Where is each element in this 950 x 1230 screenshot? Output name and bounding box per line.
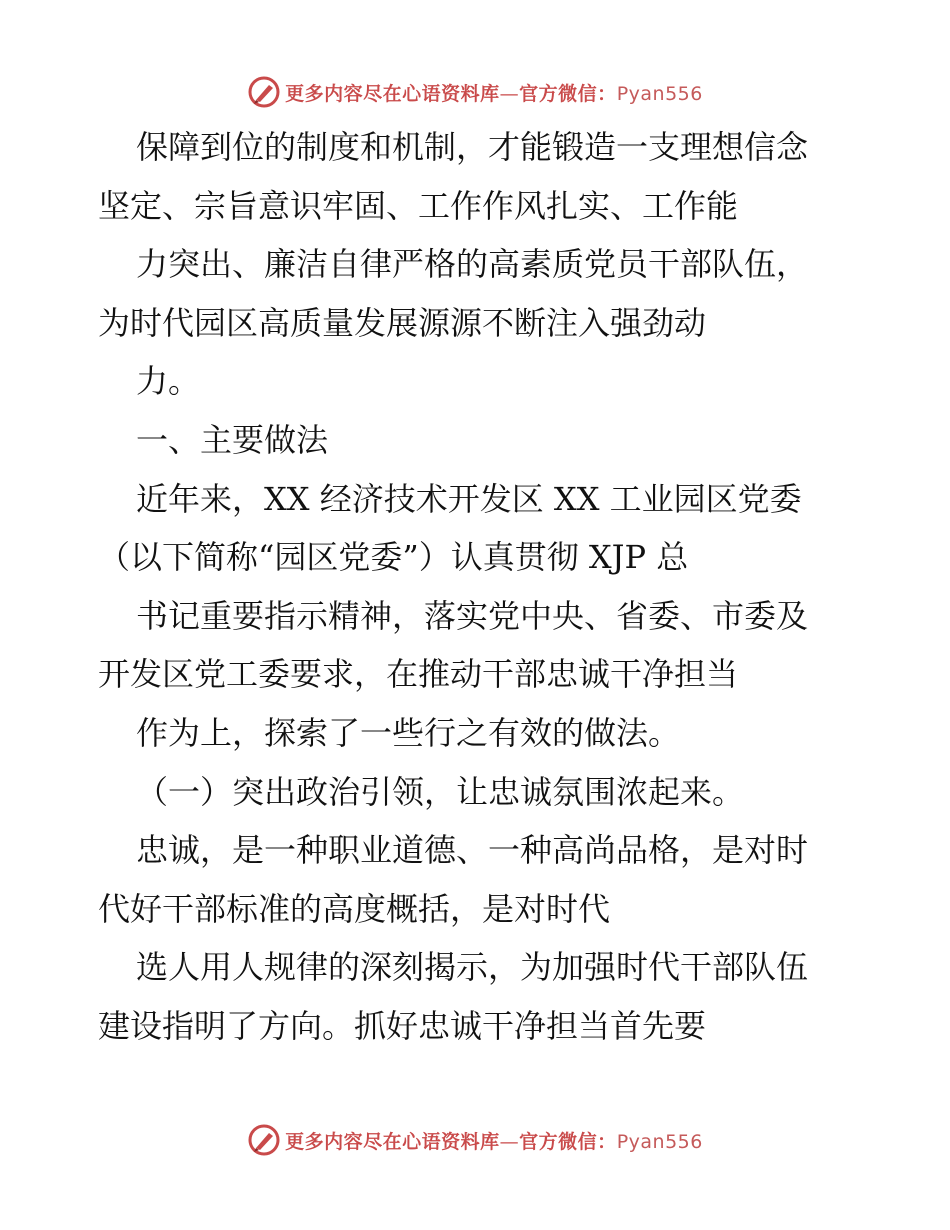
text-line: 坚定、宗旨意识牢固、工作作风扎实、工作能: [98, 186, 739, 225]
watermark-label: 官方微信：: [519, 82, 617, 105]
text-line: 选人用人规律的深刻揭示，为加强时代干部队伍: [136, 948, 809, 987]
watermark-label: 官方微信：: [519, 1130, 617, 1153]
watermark-id: Pyan556: [616, 1130, 703, 1153]
section-heading: 一、主要做法: [136, 420, 329, 459]
watermark-text-group: [285, 79, 703, 106]
watermark-text-group: [285, 1127, 703, 1154]
text-line: 力突出、廉洁自律严格的高素质党员干部队伍，: [136, 245, 809, 284]
text-line: 为时代园区高质量发展源源不断注入强劲动: [98, 303, 707, 342]
text-line: 开发区党工委要求，在推动干部忠诚干净担当: [98, 655, 739, 694]
text-line: 近年来，XX 经济技术开发区 XX 工业园区党委: [136, 479, 802, 518]
watermark-title: 更多内容尽在心语资料库: [285, 82, 500, 105]
watermark-id: Pyan556: [616, 82, 703, 105]
watermark-dash: —: [499, 82, 520, 105]
document-body: [98, 118, 858, 1056]
text-line: 代好干部标准的高度概括，是对时代: [98, 889, 611, 928]
text-line: 作为上，探索了一些行之有效的做法。: [136, 713, 681, 752]
watermark-header: [0, 72, 950, 112]
watermark-footer: [0, 1120, 950, 1160]
pen-logo-icon: [247, 1123, 281, 1157]
watermark-dash: —: [499, 1130, 520, 1153]
text-line: 力。: [136, 362, 201, 401]
watermark-title: 更多内容尽在心语资料库: [285, 1130, 500, 1153]
text-line: 书记重要指示精神，落实党中央、省委、市委及: [136, 596, 809, 635]
pen-logo-icon: [247, 75, 281, 109]
text-line: 保障到位的制度和机制，才能锻造一支理想信念: [136, 128, 809, 166]
text-line: （以下简称“园区党委”）认真贯彻 XJP 总: [98, 538, 689, 577]
text-line: 忠诚，是一种职业道德、一种高尚品格，是对时: [136, 831, 809, 870]
text-line: 建设指明了方向。抓好忠诚干净担当首先要: [98, 1006, 707, 1045]
subsection-heading: （一）突出政治引领，让忠诚氛围浓起来。: [136, 772, 745, 811]
